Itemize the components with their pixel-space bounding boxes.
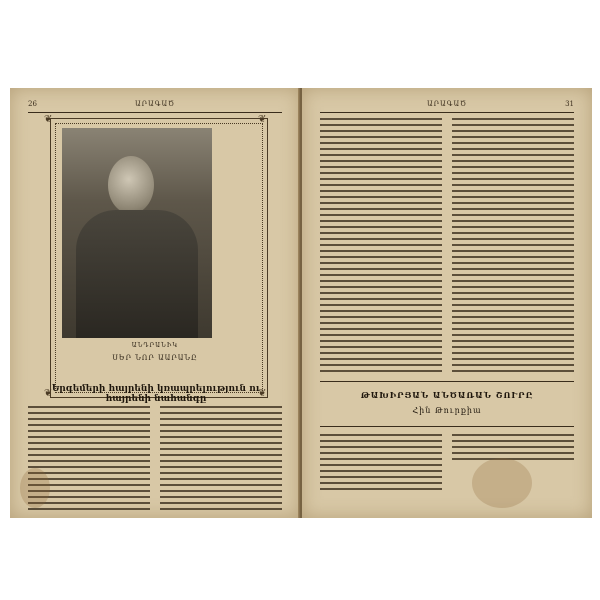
right-text-column-2 [452, 118, 574, 376]
paper-stain [472, 458, 532, 508]
portrait-caption-small: ԱՆԴՐԱՆԻԿ [131, 342, 179, 349]
right-page [302, 88, 592, 518]
left-headline: Երգեմերի հայրենի կռապրելություն ու հայրենի նահանգը [51, 384, 261, 404]
portrait-head [108, 156, 154, 214]
frame-ornament-icon: ❦ [44, 114, 53, 125]
left-page-header [28, 100, 282, 113]
section-heading-box [320, 381, 574, 427]
portrait-caption: ՍԵՐ ՆՈՐ ԱԱՐԱՆԸ [112, 354, 198, 362]
magazine-spread [10, 88, 592, 518]
portrait-photo [62, 128, 212, 338]
frame-ornament-icon: ❦ [44, 388, 53, 399]
section-title: ԹԱԽԻՐՅԱՆ ԱՆԾԱՌԱՆ ՇՈՒՐԸ [360, 390, 534, 400]
portrait-body [76, 210, 198, 338]
section-subtitle: Հին Թուրքիա [412, 406, 482, 415]
left-page [10, 88, 300, 518]
left-text-column-2 [160, 406, 282, 510]
right-page-number: 31 [565, 100, 574, 108]
frame-ornament-icon: ❦ [258, 388, 267, 399]
paper-stain [20, 468, 50, 508]
frame-ornament-icon: ❦ [258, 114, 267, 125]
right-text-column-1 [320, 118, 442, 376]
left-running-title: ԱՐԱԳԱԾ [134, 100, 176, 108]
left-page-number: 26 [28, 100, 37, 108]
right-lower-column-1 [320, 434, 442, 494]
right-running-title: ԱՐԱԳԱԾ [426, 100, 468, 108]
right-page-header [320, 100, 574, 113]
